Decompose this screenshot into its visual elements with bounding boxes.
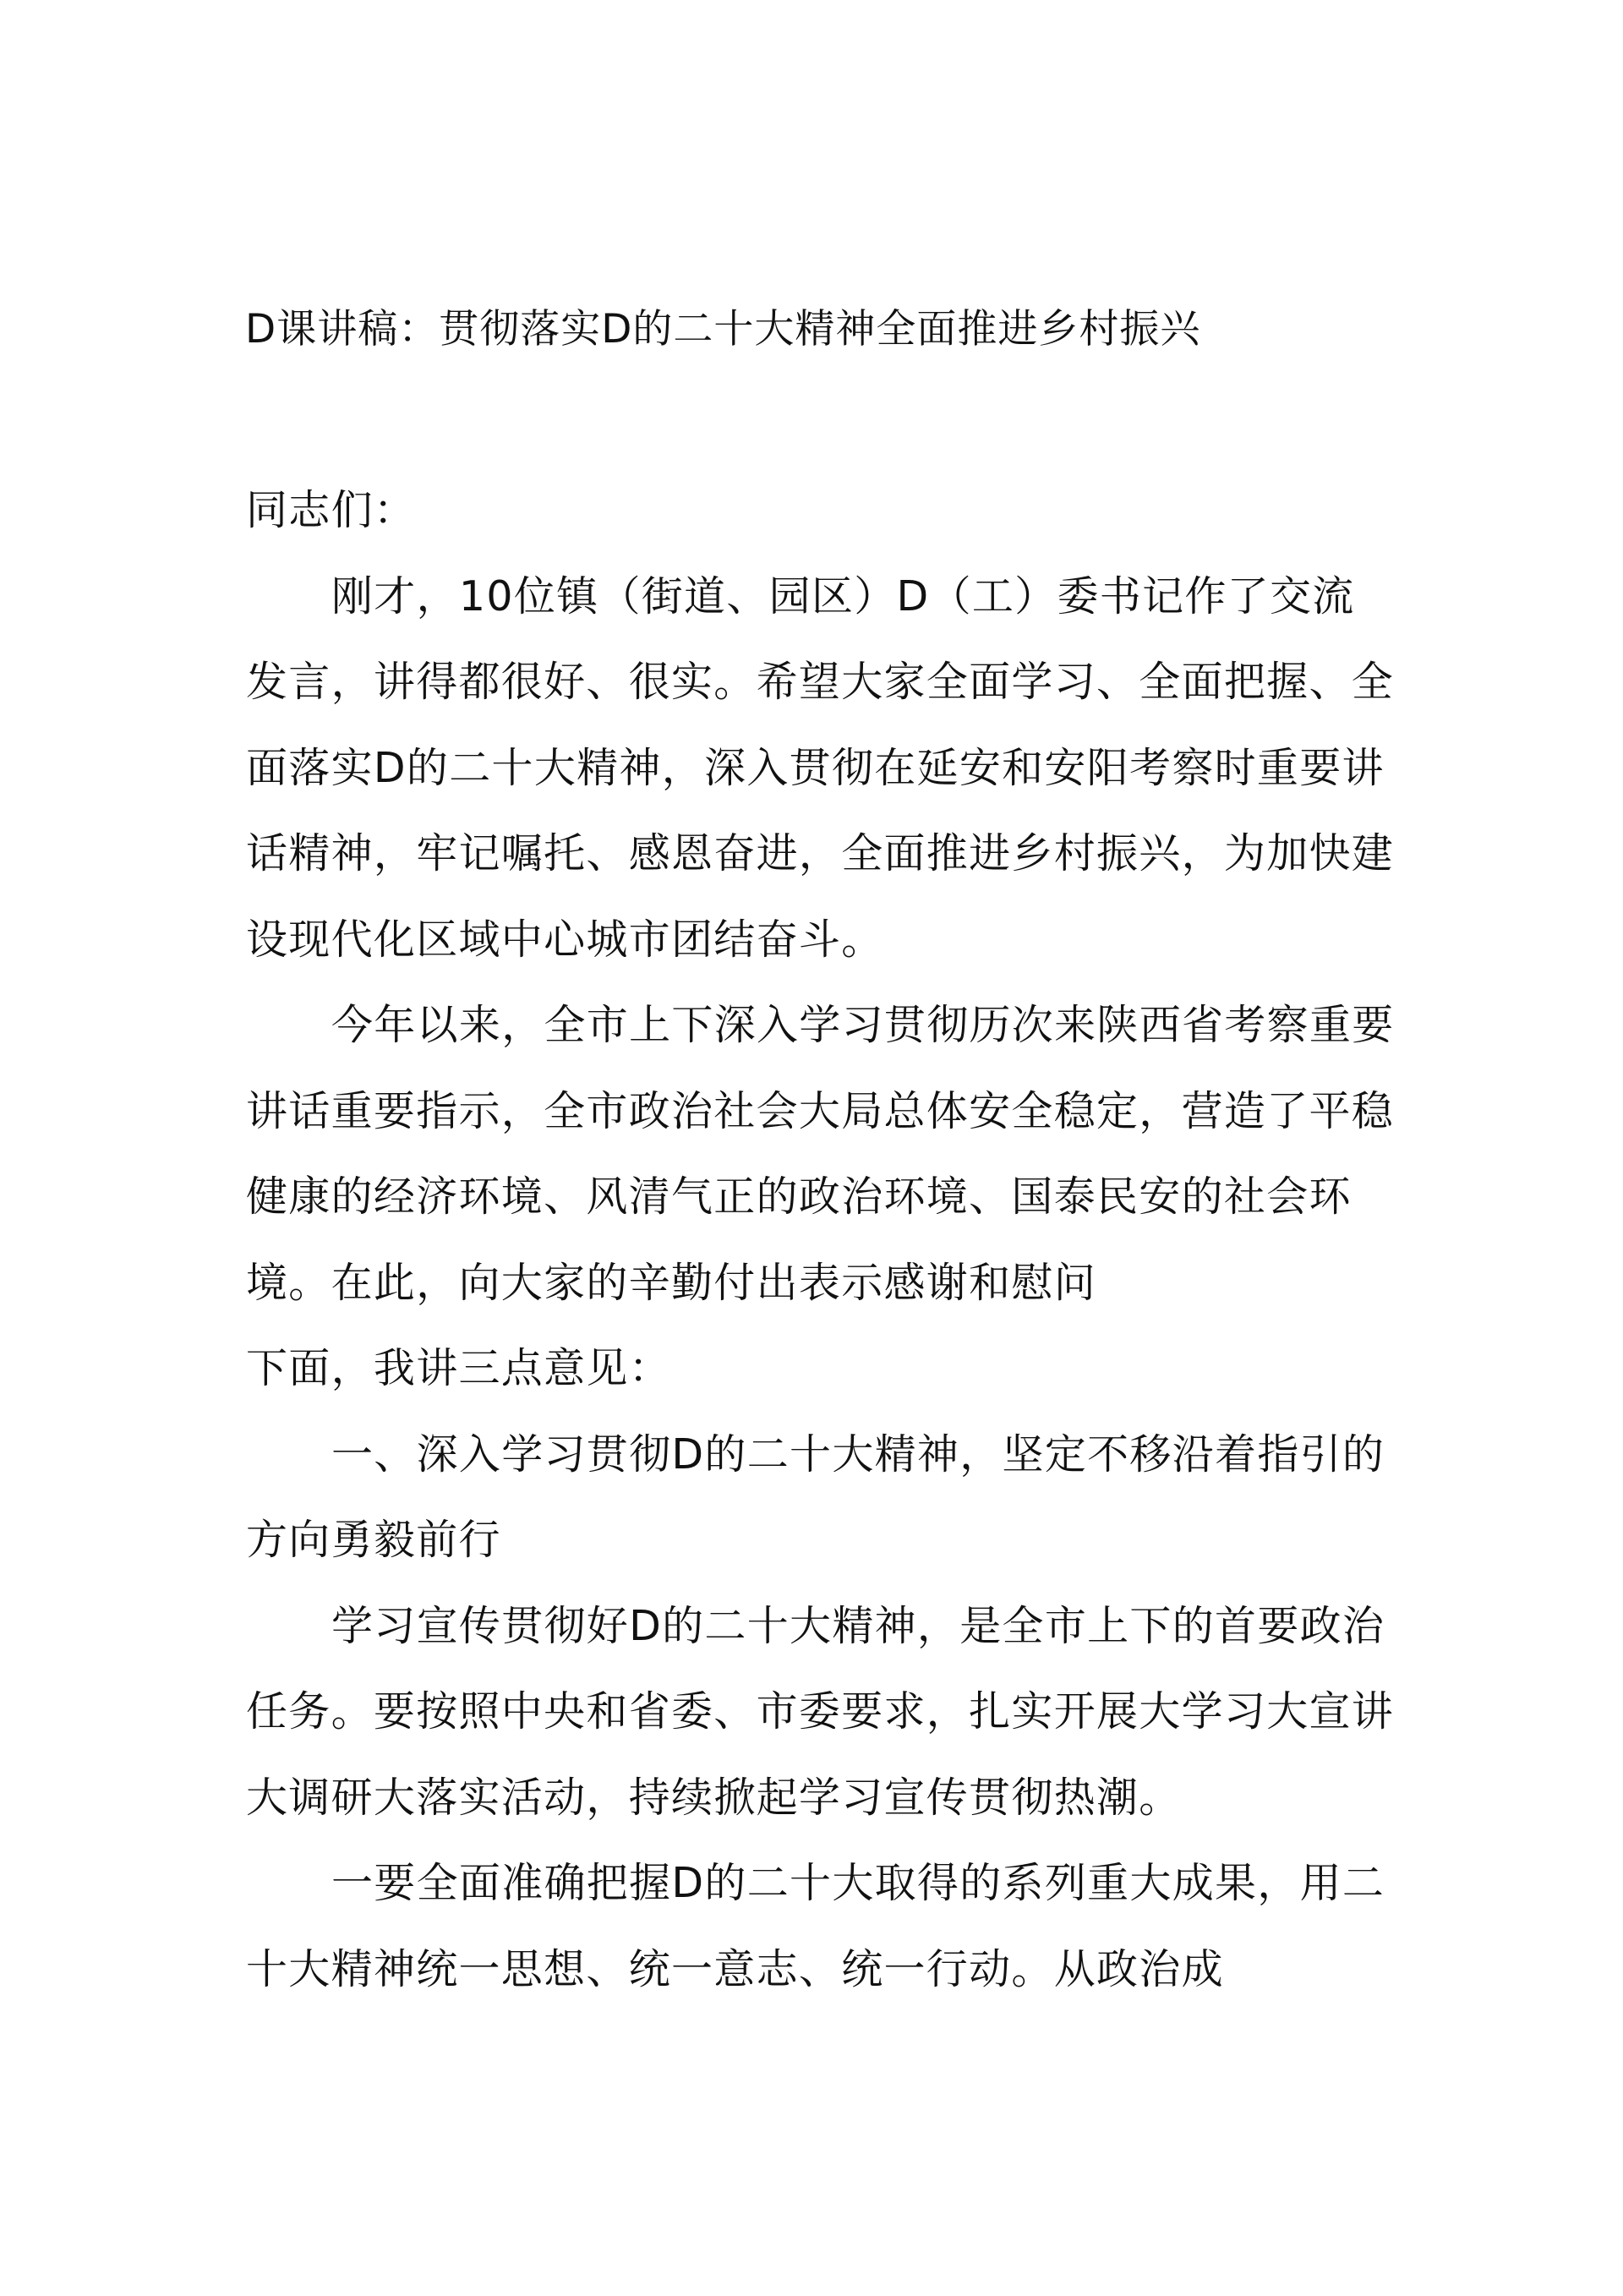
document-title: D课讲稿：贯彻落实D的二十大精神全面推进乡村振兴 — [245, 306, 1201, 353]
document-body — [246, 467, 1396, 2012]
section-heading-one: 一、深入学习贯彻D的二十大精神，坚定不移沿着指引的方向勇毅前行 — [246, 1430, 1385, 1564]
paragraph-transition: 下面，我讲三点意见： — [246, 1344, 672, 1392]
salutation: 同志们： — [246, 486, 417, 534]
paragraph-review: 今年以来，全市上下深入学习贯彻历次来陕西省考察重要讲话重要指示，全市政治社会大局总体安全稳定，营造了平稳健康的经济环境、风清气正的政治环境、国泰民安的社会环境。在此，向大家的辛勤付出表示感谢和慰问 — [246, 1001, 1395, 1307]
paragraph-first-requirement: 一要全面准确把握D的二十大取得的系列重大成果，用二十大精神统一思想、统一意志、统一行动。从政治成 — [246, 1859, 1385, 1993]
paragraph-study: 学习宣传贯彻好D的二十大精神，是全市上下的首要政治任务。要按照中央和省委、市委要求，扎实开展大学习大宣讲大调研大落实活动，持续掀起学习宣传贯彻热潮。 — [246, 1601, 1395, 1822]
paragraph-opening: 刚才，10位镇（街道、园区）D（工）委书记作了交流发言，讲得都很好、很实。希望大家全面学习、全面把握、全面落实D的二十大精神，深入贯彻在延安和安阳考察时重要讲话精神，牢记嘱托、感恩奋进，全面推进乡村振兴，为加快建设现代化区域中心城市团结奋斗。 — [246, 571, 1395, 964]
